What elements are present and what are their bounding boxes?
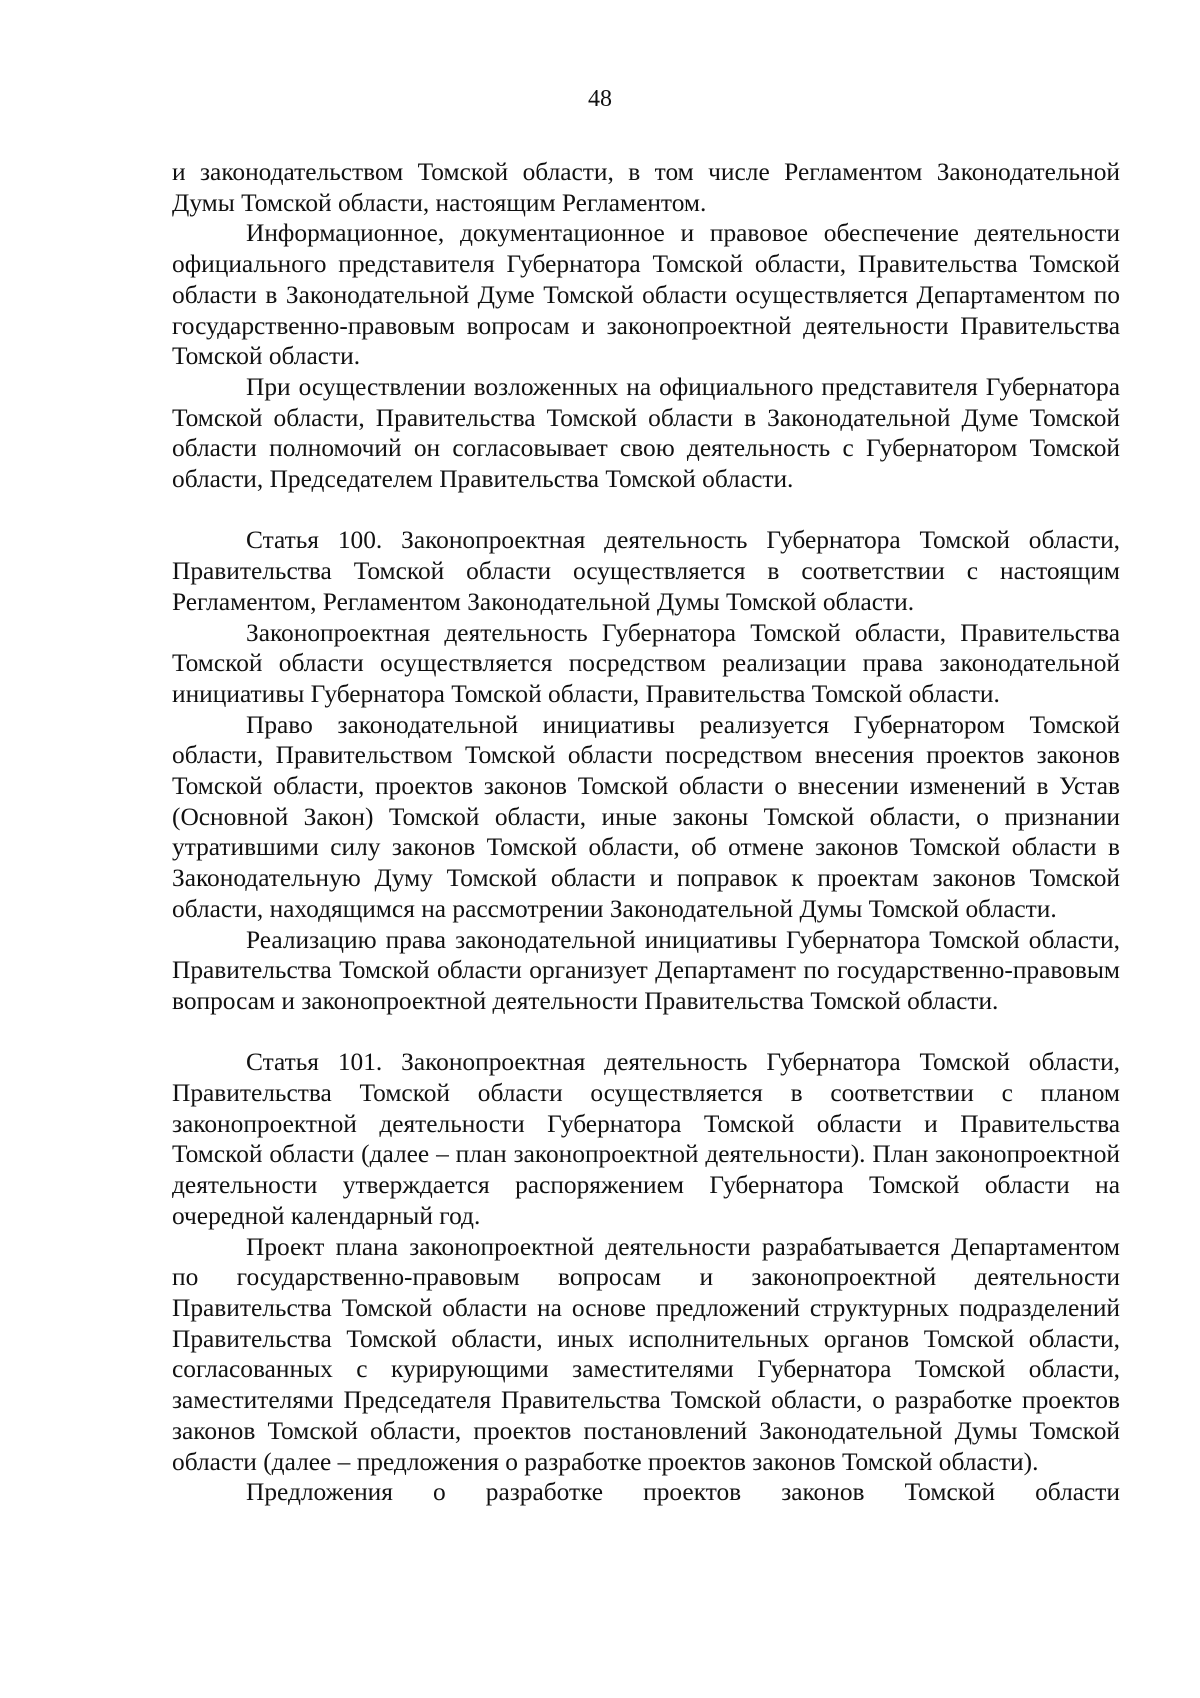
page-number: 48 bbox=[588, 86, 612, 112]
paragraph-legislative-activity: Законопроектная деятельность Губернатора Томской области, Правительства Томской области осуществляется посредством реализации права законодательной инициативы Губернатора Томской области, Правительства Томской области. bbox=[172, 618, 1120, 708]
paragraph-continuation: и законодательством Томской области, в том числе Регламентом Законодательной Думы Томской области, настоящим Регламентом. bbox=[172, 158, 1120, 217]
paragraph-implementation: Реализацию права законодательной инициативы Губернатора Томской области, Правительства Томской области организует Департамент по государственно-правовым вопросам и законопроектной деятельности Правительства Томской области. bbox=[172, 925, 1120, 1015]
paragraph-coordination: При осуществлении возложенных на официального представителя Губернатора Томской области, Правительства Томской области в Законодательной Думе Томской области полномочий он согласовывает свою деятельность с Губернатором Томской области, Председателем Правительства Томской области. bbox=[172, 372, 1120, 494]
paragraph-draft-plan: Проект плана законопроектной деятельности разрабатывается Департаментом по государственно-правовым вопросам и законопроектной деятельности Правительства Томской области на основе предложений структурных подразделений Правительства Томской области, иных исполнительных органов Томской области, согласованных с курирующими заместителями Губернатора Томской области, заместителями Председателя Правительства Томской области, о разработке проектов законов Томской области, проектов постановлений Законодательной Думы Томской области (далее – предложения о разработке проектов законов Томской области). bbox=[172, 1232, 1120, 1476]
paragraph-information-support: Информационное, документационное и правовое обеспечение деятельности официального представителя Губернатора Томской области, Правительства Томской области в Законодательной Думе Томской области осуществляется Департаментом по государственно-правовым вопросам и законопроектной деятельности Правительства Томской области. bbox=[172, 219, 1120, 371]
paragraph-proposals-start: Предложения о разработке проектов законов Томской области bbox=[246, 1478, 1120, 1507]
document-body bbox=[172, 157, 1120, 1508]
article-101-paragraph: Статья 101. Законопроектная деятельность Губернатора Томской области, Правительства Томской области осуществляется в соответствии с планом законопроектной деятельности Губернатора Томской области и Правительства Томской области (далее – план законопроектной деятельности). План законопроектной деятельности утверждается распоряжением Губернатора Томской области на очередной календарный год. bbox=[172, 1048, 1120, 1230]
article-100-paragraph: Статья 100. Законопроектная деятельность Губернатора Томской области, Правительства Томской области осуществляется в соответствии с настоящим Регламентом, Регламентом Законодательной Думы Томской области. bbox=[172, 526, 1120, 616]
paragraph-right-of-initiative: Право законодательной инициативы реализуется Губернатором Томской области, Правительством Томской области посредством внесения проектов законов Томской области, проектов законов Томской области о внесении изменений в Устав (Основной Закон) Томской области, иные законы Томской области, о признании утратившими силу законов Томской области, об отмене законов Томской области в Законодательную Думу Томской области и поправок к проектам законов Томской области, находящимся на рассмотрении Законодательной Думы Томской области. bbox=[172, 710, 1120, 923]
